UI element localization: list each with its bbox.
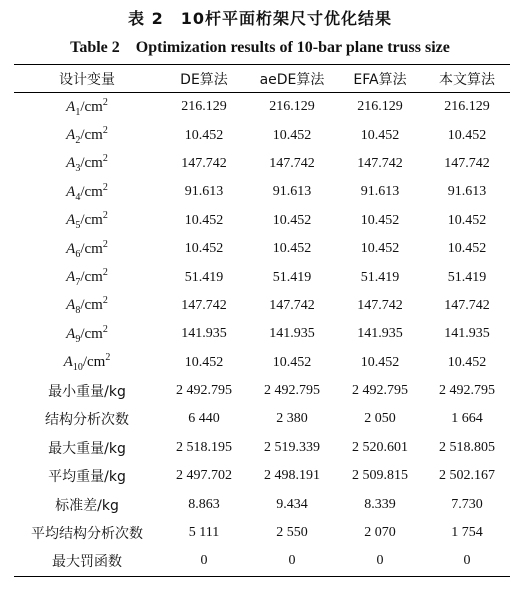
value-cell: 2 070 <box>364 525 396 541</box>
unit-exponent: 2 <box>102 323 108 335</box>
value-cell: 2 509.815 <box>352 468 408 484</box>
value-cell: 147.742 <box>181 297 227 313</box>
header-efa: EFA算法 <box>353 71 407 88</box>
value-cell: 0 <box>288 553 296 569</box>
table-row <box>14 292 510 320</box>
table-title-chinese: 表 2 10杆平面桁架尺寸优化结果 <box>128 9 392 28</box>
value-cell: 2 519.339 <box>264 439 320 455</box>
variable-subscript: 3 <box>75 163 81 175</box>
value-cell: 216.129 <box>357 99 403 115</box>
value-cell: 147.742 <box>444 297 490 313</box>
variable-subscript: 4 <box>75 191 81 203</box>
table-row <box>14 547 510 576</box>
value-cell: 216.129 <box>269 99 315 115</box>
variable-symbol: A <box>66 240 76 257</box>
unit-exponent: 2 <box>102 295 108 307</box>
value-cell: 147.742 <box>357 297 403 313</box>
value-cell: 91.613 <box>360 184 400 200</box>
variable-subscript: 6 <box>75 248 81 260</box>
table-row <box>14 490 510 518</box>
variable-subscript: 8 <box>75 305 81 317</box>
value-cell: 0 <box>463 553 471 569</box>
value-cell: 141.935 <box>181 326 227 342</box>
value-cell: 10.452 <box>272 212 312 228</box>
variable-unit: /cm <box>80 212 103 229</box>
variable-unit: /cm <box>80 183 103 200</box>
header-row <box>14 65 510 93</box>
value-cell: 1 754 <box>451 525 483 541</box>
value-cell: 147.742 <box>357 155 403 171</box>
value-cell: 5 111 <box>188 525 220 541</box>
value-cell: 10.452 <box>184 354 224 370</box>
header-aede: aeDE算法 <box>259 71 325 88</box>
variable-subscript: 2 <box>75 135 81 147</box>
statistic-label: 平均重量/kg <box>48 469 126 486</box>
statistic-label: 结构分析次数 <box>45 412 129 429</box>
design-variable-label <box>14 150 160 178</box>
design-variable-label <box>14 320 160 348</box>
header-proposed: 本文算法 <box>439 71 495 88</box>
table-row <box>14 121 510 149</box>
value-cell: 2 492.795 <box>176 383 232 399</box>
value-cell: 51.419 <box>360 269 400 285</box>
value-cell: 2 550 <box>276 525 308 541</box>
value-cell: 147.742 <box>444 155 490 171</box>
value-cell: 10.452 <box>360 241 400 257</box>
variable-symbol: A <box>66 269 76 286</box>
value-cell: 2 497.702 <box>176 468 232 484</box>
unit-exponent: 2 <box>105 352 111 364</box>
unit-exponent: 2 <box>102 238 108 250</box>
value-cell: 10.452 <box>447 212 487 228</box>
table-row <box>14 207 510 235</box>
design-variable-label <box>14 93 160 122</box>
unit-exponent: 2 <box>102 125 108 137</box>
variable-unit: /cm <box>80 155 103 172</box>
value-cell: 10.452 <box>272 354 312 370</box>
value-cell: 10.452 <box>272 127 312 143</box>
value-cell: 91.613 <box>447 184 487 200</box>
variable-subscript: 5 <box>75 220 81 232</box>
value-cell: 147.742 <box>181 155 227 171</box>
design-variable-label <box>14 292 160 320</box>
value-cell: 91.613 <box>272 184 312 200</box>
value-cell: 9.434 <box>276 496 308 512</box>
value-cell: 216.129 <box>444 99 490 115</box>
value-cell: 141.935 <box>444 326 490 342</box>
statistic-label: 最小重量/kg <box>48 384 126 401</box>
table-row <box>14 320 510 348</box>
table-row <box>14 349 510 377</box>
variable-subscript: 9 <box>75 333 81 345</box>
value-cell: 216.129 <box>181 99 227 115</box>
variable-symbol: A <box>66 127 76 144</box>
value-cell: 51.419 <box>272 269 312 285</box>
value-cell: 51.419 <box>447 269 487 285</box>
value-cell: 0 <box>376 553 384 569</box>
value-cell: 141.935 <box>269 326 315 342</box>
value-cell: 10.452 <box>447 354 487 370</box>
table-row <box>14 150 510 178</box>
variable-subscript: 10 <box>72 362 83 374</box>
variable-unit: /cm <box>80 98 103 115</box>
table-row <box>14 519 510 547</box>
value-cell: 141.935 <box>357 326 403 342</box>
variable-subscript: 1 <box>75 106 81 118</box>
variable-unit: /cm <box>80 325 103 342</box>
design-variable-label <box>14 121 160 149</box>
statistic-label: 最大罚函数 <box>52 554 122 571</box>
variable-symbol: A <box>66 325 76 342</box>
table-row <box>14 405 510 433</box>
value-cell: 2 492.795 <box>352 383 408 399</box>
header-de: DE算法 <box>180 71 228 88</box>
table-row <box>14 178 510 206</box>
value-cell: 10.452 <box>447 241 487 257</box>
variable-symbol: A <box>66 155 76 172</box>
variable-unit: /cm <box>80 240 103 257</box>
value-cell: 8.339 <box>364 496 396 512</box>
variable-unit: /cm <box>80 297 103 314</box>
unit-exponent: 2 <box>102 267 108 279</box>
design-variable-label <box>14 207 160 235</box>
variable-symbol: A <box>63 354 73 371</box>
value-cell: 10.452 <box>184 212 224 228</box>
header-design-variable: 设计变量 <box>59 71 115 88</box>
value-cell: 2 520.601 <box>352 439 408 455</box>
value-cell: 10.452 <box>272 241 312 257</box>
value-cell: 147.742 <box>269 155 315 171</box>
value-cell: 6 440 <box>188 411 220 427</box>
table-row <box>14 462 510 490</box>
value-cell: 1 664 <box>451 411 483 427</box>
value-cell: 2 518.805 <box>439 439 495 455</box>
value-cell: 10.452 <box>360 212 400 228</box>
value-cell: 10.452 <box>184 127 224 143</box>
value-cell: 10.452 <box>184 241 224 257</box>
value-cell: 7.730 <box>451 496 483 512</box>
table-row <box>14 263 510 291</box>
variable-symbol: A <box>66 98 76 115</box>
variable-symbol: A <box>66 297 76 314</box>
value-cell: 10.452 <box>360 354 400 370</box>
unit-exponent: 2 <box>102 210 108 222</box>
value-cell: 2 498.191 <box>264 468 320 484</box>
table-row <box>14 93 510 122</box>
table-row <box>14 434 510 462</box>
value-cell: 2 502.167 <box>439 468 495 484</box>
statistic-label: 最大重量/kg <box>48 440 126 457</box>
design-variable-label <box>14 349 160 377</box>
unit-exponent: 2 <box>102 153 108 165</box>
table-title-english: Table 2 Optimization results of 10-bar plane truss size <box>70 39 450 56</box>
value-cell: 10.452 <box>447 127 487 143</box>
statistic-label: 标准差/kg <box>55 497 119 514</box>
value-cell: 2 518.195 <box>176 439 232 455</box>
value-cell: 8.863 <box>188 496 220 512</box>
value-cell: 2 380 <box>276 411 308 427</box>
variable-symbol: A <box>66 183 76 200</box>
design-variable-label <box>14 178 160 206</box>
unit-exponent: 2 <box>102 181 108 193</box>
design-variable-label <box>14 235 160 263</box>
table-row <box>14 377 510 405</box>
statistic-label: 平均结构分析次数 <box>31 526 143 543</box>
value-cell: 2 050 <box>364 411 396 427</box>
value-cell: 2 492.795 <box>264 383 320 399</box>
value-cell: 2 492.795 <box>439 383 495 399</box>
unit-exponent: 2 <box>102 96 108 108</box>
value-cell: 91.613 <box>184 184 224 200</box>
value-cell: 0 <box>200 553 208 569</box>
table-row <box>14 235 510 263</box>
variable-unit: /cm <box>82 354 106 371</box>
variable-subscript: 7 <box>75 277 81 289</box>
results-table <box>14 64 510 577</box>
value-cell: 51.419 <box>184 269 224 285</box>
variable-unit: /cm <box>80 127 103 144</box>
value-cell: 10.452 <box>360 127 400 143</box>
design-variable-label <box>14 263 160 291</box>
variable-symbol: A <box>66 212 76 229</box>
value-cell: 147.742 <box>269 297 315 313</box>
variable-unit: /cm <box>80 269 103 286</box>
